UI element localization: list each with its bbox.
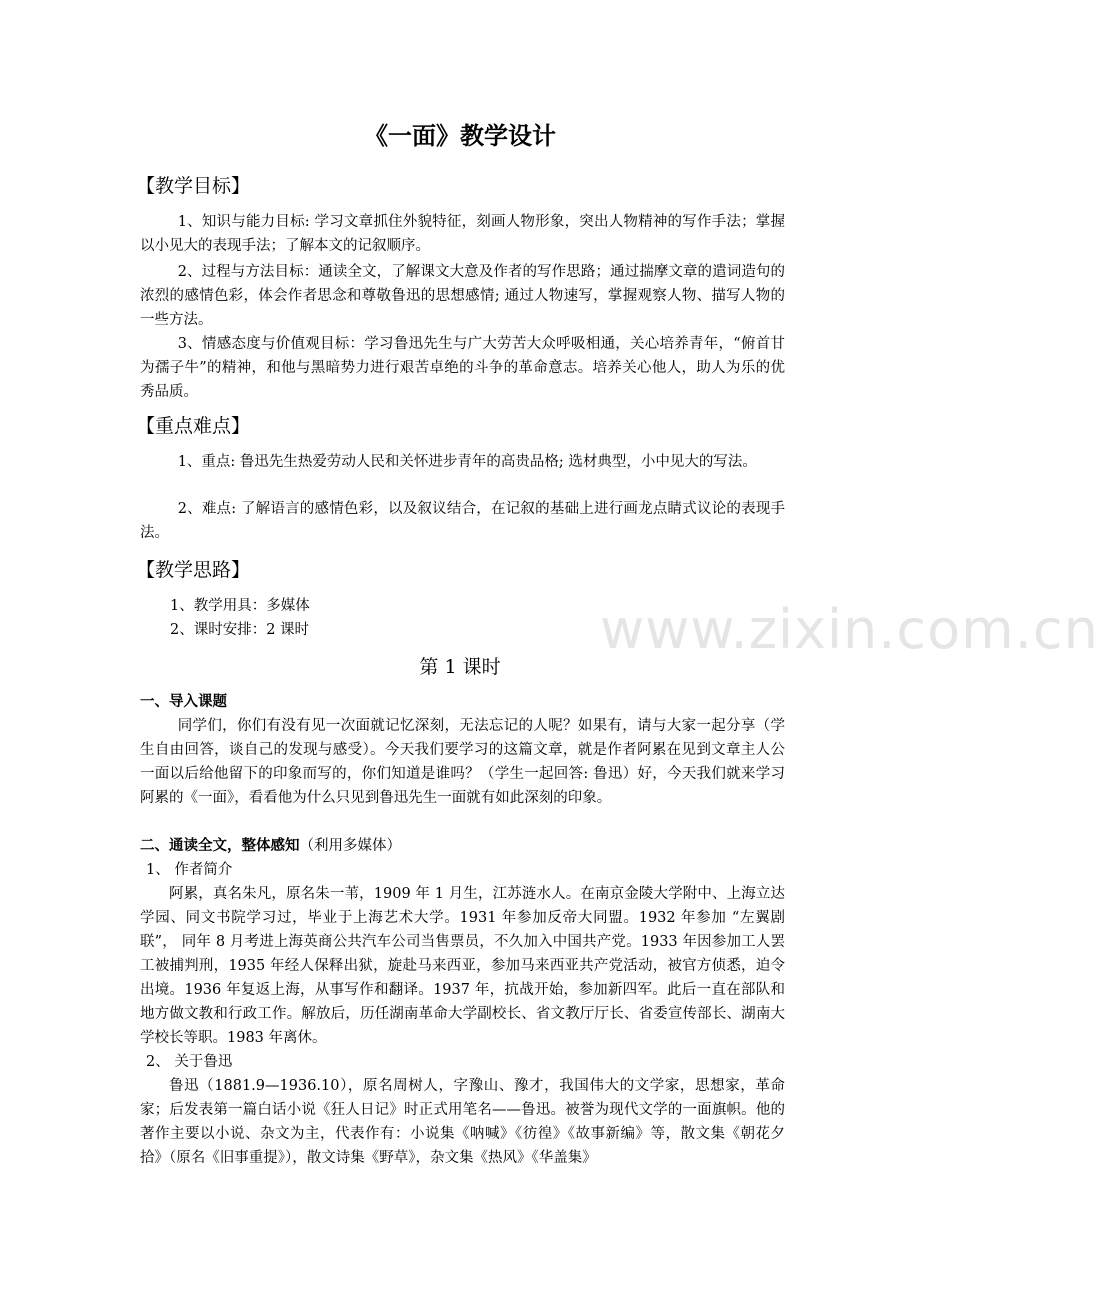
section-2-heading-note: （利用多媒体） (299, 838, 401, 854)
section-2-heading (140, 834, 401, 858)
document-title: 《一面》教学设计 (364, 122, 556, 150)
approach-item-1: 1、教学用具：多媒体 (170, 598, 310, 614)
approach-item-2: 2、课时安排：2 课时 (170, 622, 310, 638)
objective-paragraph-2: 2、过程与方法目标：通读全文，了解课文大意及作者的写作思路；通过揣摩文章的遣词造句的浓烈的感情色彩，体会作者思念和尊敬鲁迅的思想感情; 通过人物速写，掌握观察人物、描写人物的一些方法。 (140, 264, 785, 328)
section-1-heading-text: 一、导入课题 (140, 694, 227, 710)
section-2-sub-2: 2、 关于鲁迅 (146, 1054, 233, 1070)
watermark: www.zixin.com.cn (600, 598, 1099, 661)
section-1-paragraph: 同学们，你们有没有见一次面就记忆深刻，无法忘记的人呢？如果有，请与大家一起分享（学生自由回答，谈自己的发现与感受）。今天我们要学习的这篇文章，就是作者阿累在见到文章主人公一面以后给他留下的印象而写的，你们知道是谁吗？（学生一起回答: 鲁迅）好，今天我们就来学习阿累的《一面》，看看他为什么只见到鲁迅先生一面就有如此深刻的印象。 (140, 718, 785, 806)
author-bio-paragraph: 阿累，真名朱凡，原名朱一苇，1909 年 1 月生，江苏涟水人。在南京金陵大学附中、上海立达学园、同文书院学习过，毕业于上海艺术大学。1931 年参加反帝大同盟。1932 年参加 “左翼剧联”， 同年 8 月考进上海英商公共汽车公司当售票员，不久加入中国共产党。1933 年因参加工人罢工被捕判刑，1935 年经人保释出狱，旋赴马来西亚，参加马来西亚共产党活动，被官方侦悉，迫令出境。1936 年复返上海，从事写作和翻译。1937 年，抗战开始，参加新四军。此后一直在部队和地方做文教和行政工作。解放后，历任湖南革命大学副校长、省文教厅厅长、省委宣传部长、湖南大学校长等职。1983 年离休。 (140, 886, 785, 1046)
heading-approach: 【教学思路】 (136, 559, 251, 581)
heading-objectives: 【教学目标】 (136, 175, 251, 197)
lesson-title: 第 1 课时 (419, 656, 501, 678)
objective-paragraph-1: 1、知识与能力目标: 学习文章抓住外貌特征，刻画人物形象，突出人物精神的写作手法；掌握以小见大的表现手法；了解本文的记叙顺序。 (140, 214, 785, 254)
section-2-heading-bold: 二、通读全文，整体感知 (140, 838, 300, 854)
heading-key-points: 【重点难点】 (136, 415, 251, 437)
key-point-paragraph-1: 1、重点: 鲁迅先生热爱劳动人民和关怀进步青年的高贵品格; 选材典型，小中见大的写法。 (177, 454, 757, 470)
section-1-heading (140, 690, 227, 714)
luxun-bio-paragraph: 鲁迅（1881.9—1936.10），原名周树人，字豫山、豫才，我国伟大的文学家，思想家，革命家；后发表第一篇白话小说《狂人日记》时正式用笔名——鲁迅。被誉为现代文学的一面旗帜。他的著作主要以小说、杂文为主，代表作有：小说集《呐喊》《彷徨》《故事新编》等，散文集《朝花夕拾》（原名《旧事重提》），散文诗集《野草》，杂文集《热风》《华盖集》 (140, 1078, 785, 1166)
key-point-paragraph-2: 2、难点: 了解语言的感情色彩，以及叙议结合，在记叙的基础上进行画龙点睛式议论的表现手法。 (140, 501, 785, 541)
objective-paragraph-3: 3、情感态度与价值观目标：学习鲁迅先生与广大劳苦大众呼吸相通，关心培养青年，“俯首甘为孺子牛”的精神，和他与黑暗势力进行艰苦卓绝的斗争的革命意志。培养关心他人，助人为乐的优秀品质。 (140, 336, 785, 400)
section-2-sub-1: 1、 作者简介 (146, 862, 233, 878)
